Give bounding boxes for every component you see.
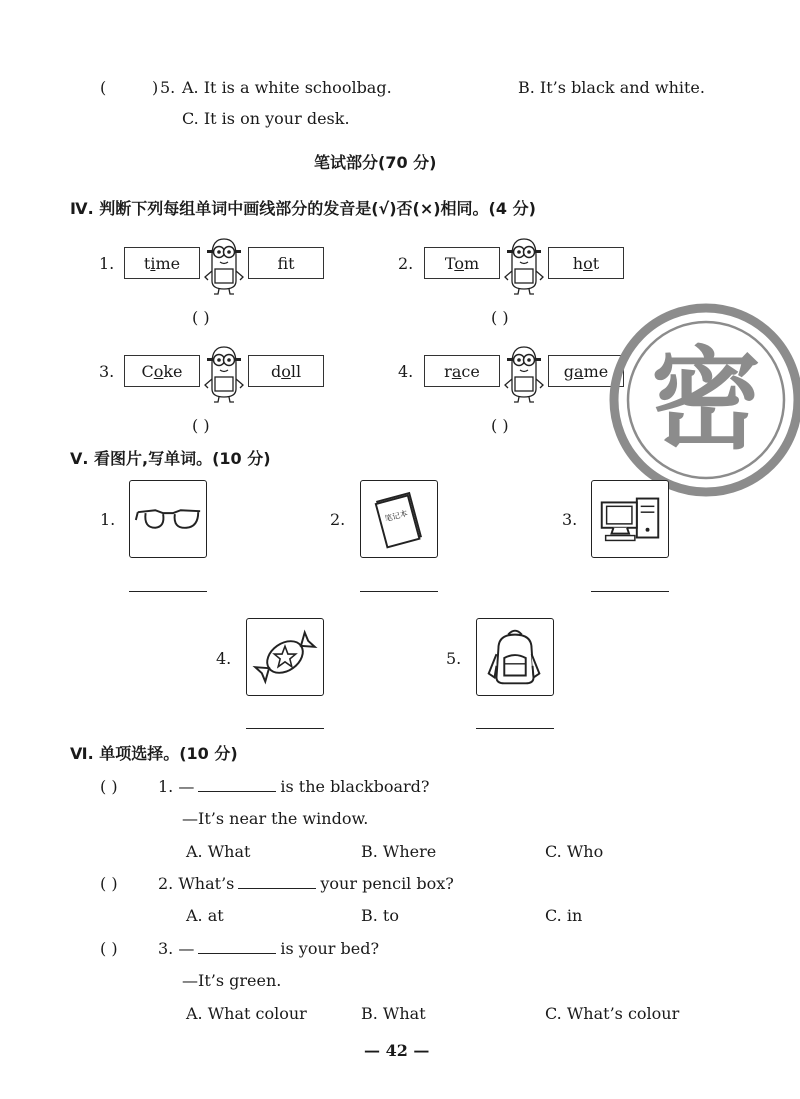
s6-q2-paren[interactable]: ( ) <box>100 874 118 893</box>
s6-q3-option-b: B. What <box>361 1004 426 1023</box>
s6-q1-answer: —It’s near the window. <box>182 809 369 828</box>
q5-option-a: A. It is a white schoolbag. <box>182 78 392 97</box>
s6-q2-option-c: C. in <box>545 906 583 925</box>
s4-item3-word2: doll <box>248 355 324 387</box>
s6-q1-paren[interactable]: ( ) <box>100 777 118 796</box>
schoolbag-icon <box>477 619 553 695</box>
s4-item1-number: 1. <box>99 254 115 273</box>
s4-item4-number: 4. <box>398 362 414 381</box>
s4-item2-answer-paren[interactable]: ( ) <box>491 308 509 327</box>
s4-item3-number: 3. <box>99 362 115 381</box>
s6-q1-question: 1. — is the blackboard? <box>158 777 430 796</box>
s5-item2-number: 2. <box>330 510 346 529</box>
s5-item3-answer-line[interactable] <box>591 591 669 592</box>
notebook-cover-text: 笔记本 <box>383 508 409 524</box>
s5-item1-number: 1. <box>100 510 116 529</box>
s5-item3-number: 3. <box>562 510 578 529</box>
candy-icon <box>247 619 323 695</box>
s4-item1-answer-paren[interactable]: ( ) <box>192 308 210 327</box>
s5-item3-picture <box>591 480 669 558</box>
s6-q1-option-a: A. What <box>186 842 251 861</box>
s6-q2-option-a: A. at <box>186 906 224 925</box>
computer-icon <box>592 481 668 557</box>
s6-q3-option-a: A. What colour <box>186 1004 307 1023</box>
section6-title: Ⅵ. 单项选择。(10 分) <box>70 744 238 763</box>
written-part-title: 笔试部分(70 分) <box>314 153 437 172</box>
s6-q1-blank[interactable] <box>198 777 276 792</box>
s6-q3-answer: —It’s green. <box>182 971 282 990</box>
s5-item5-answer-line[interactable] <box>476 728 554 729</box>
minion-icon <box>499 233 549 295</box>
minion-icon <box>199 341 249 403</box>
stamp-character: 密 <box>651 336 761 464</box>
minion-icon <box>199 233 249 295</box>
q5-paren-left: ( <box>100 78 107 97</box>
section5-title: Ⅴ. 看图片,写单词。(10 分) <box>70 449 271 468</box>
s5-item1-picture <box>129 480 207 558</box>
s5-item4-number: 4. <box>216 649 232 668</box>
s4-item4-word1: race <box>424 355 500 387</box>
s5-item2-picture <box>360 480 438 558</box>
q5-option-b: B. It’s black and white. <box>518 78 705 97</box>
s5-item4-picture <box>246 618 324 696</box>
q5-paren-right: ) <box>152 78 159 97</box>
s6-q1-option-c: C. Who <box>545 842 604 861</box>
q5-number: 5. <box>160 78 176 97</box>
s5-item5-number: 5. <box>446 649 462 668</box>
s6-q2-question: 2. What’s your pencil box? <box>158 874 454 893</box>
s4-item1-word2: ft <box>248 247 324 279</box>
s5-item1-answer-line[interactable] <box>129 591 207 592</box>
section4-title: Ⅳ. 判断下列每组单词中画线部分的发音是(√)否(×)相同。(4 分) <box>70 199 536 218</box>
page-number: — 42 — <box>364 1041 430 1060</box>
confidential-stamp <box>606 300 800 500</box>
s6-q2-option-b: B. to <box>361 906 399 925</box>
q5-option-c: C. It is on your desk. <box>182 109 350 128</box>
s6-q3-blank[interactable] <box>198 939 276 954</box>
s4-item3-answer-paren[interactable]: ( ) <box>192 416 210 435</box>
s4-item4-word2: game <box>548 355 624 387</box>
s4-item2-word2: hot <box>548 247 624 279</box>
notebook-icon <box>361 481 437 557</box>
s6-q1-option-b: B. Where <box>361 842 437 861</box>
s5-item5-picture <box>476 618 554 696</box>
s6-q3-paren[interactable]: ( ) <box>100 939 118 958</box>
glasses-icon <box>130 481 206 557</box>
s6-q3-option-c: C. What’s colour <box>545 1004 680 1023</box>
s6-q3-question: 3. — is your bed? <box>158 939 380 958</box>
s6-q2-blank[interactable] <box>238 874 316 889</box>
s4-item1-word1: time <box>124 247 200 279</box>
s5-item4-answer-line[interactable] <box>246 728 324 729</box>
s4-item3-word1: Coke <box>124 355 200 387</box>
s4-item4-answer-paren[interactable]: ( ) <box>491 416 509 435</box>
s4-item2-number: 2. <box>398 254 414 273</box>
s5-item2-answer-line[interactable] <box>360 591 438 592</box>
s4-item2-word1: Tom <box>424 247 500 279</box>
minion-icon <box>499 341 549 403</box>
